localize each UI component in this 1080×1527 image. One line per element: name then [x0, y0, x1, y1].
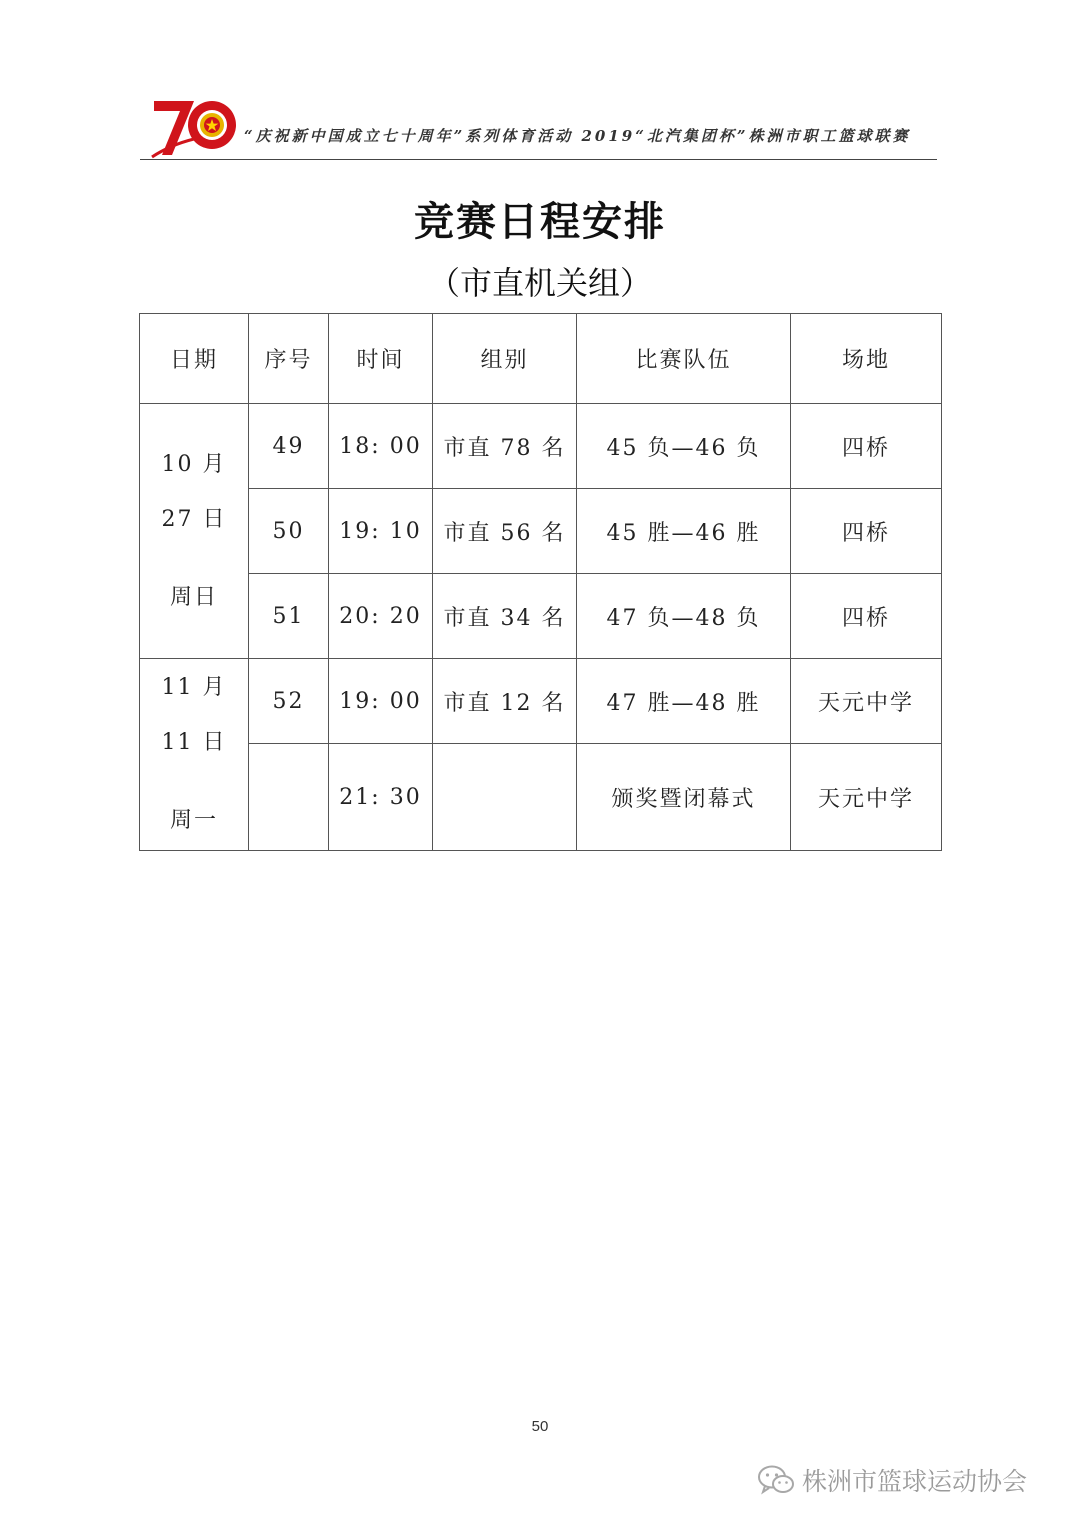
- header-time: 时间: [329, 314, 433, 404]
- date-day: 11 日: [161, 730, 227, 755]
- cell-venue: 四桥: [791, 404, 942, 489]
- cell-venue: 天元中学: [791, 744, 942, 851]
- header-venue: 场地: [791, 314, 942, 404]
- cell-teams: 47 胜—48 胜: [577, 659, 791, 744]
- date-month: 10 月: [161, 451, 227, 477]
- date-day: 27 日: [161, 506, 227, 532]
- cell-time: 18: 00: [329, 404, 433, 489]
- page-header: [140, 95, 937, 163]
- cell-teams: 45 胜—46 胜: [577, 489, 791, 574]
- cell-number: [249, 744, 329, 851]
- cell-venue: 四桥: [791, 489, 942, 574]
- page-title: 竞赛日程安排: [414, 198, 666, 245]
- cell-number: 50: [249, 489, 329, 574]
- cell-teams: 47 负—48 负: [577, 574, 791, 659]
- cell-group: 市直 12 名: [433, 659, 577, 744]
- cell-time: 21: 30: [329, 744, 433, 851]
- date-cell: [140, 404, 249, 659]
- date-month: 11 月: [161, 675, 227, 700]
- table-header-row: [140, 314, 942, 404]
- watermark-text: 株洲市篮球运动协会: [802, 1467, 1028, 1496]
- cell-teams: 颁奖暨闭幕式: [577, 744, 791, 851]
- header-divider: [140, 159, 937, 160]
- table-row: [140, 489, 942, 574]
- date-cell: [140, 659, 249, 851]
- cell-number: 52: [249, 659, 329, 744]
- date-weekday: 周日: [169, 584, 218, 610]
- table-row: [140, 574, 942, 659]
- cell-number: 51: [249, 574, 329, 659]
- header-teams: 比赛队伍: [577, 314, 791, 404]
- cell-group: [433, 744, 577, 851]
- cell-venue: 天元中学: [791, 659, 942, 744]
- page-number: 50: [531, 1418, 549, 1435]
- page-subtitle: （市直机关组）: [427, 264, 652, 302]
- wechat-icon: [756, 1464, 796, 1496]
- cell-group: 市直 34 名: [433, 574, 577, 659]
- cell-time: 19: 00: [329, 659, 433, 744]
- cell-number: 49: [249, 404, 329, 489]
- anniversary-70-logo: [150, 95, 242, 159]
- cell-time: 19: 10: [329, 489, 433, 574]
- table-row: [140, 659, 942, 744]
- cell-time: 20: 20: [329, 574, 433, 659]
- date-weekday: 周一: [169, 808, 218, 833]
- cell-venue: 四桥: [791, 574, 942, 659]
- cell-teams: 45 负—46 负: [577, 404, 791, 489]
- header-date: 日期: [140, 314, 249, 404]
- cell-group: 市直 56 名: [433, 489, 577, 574]
- schedule-table: [139, 313, 942, 851]
- table-row: [140, 744, 942, 851]
- cell-group: 市直 78 名: [433, 404, 577, 489]
- header-number: 序号: [249, 314, 329, 404]
- watermark: [756, 1462, 1027, 1498]
- header-banner-text: “庆祝新中国成立七十周年”系列体育活动 2019“北汽集团杯”株洲市职工篮球联赛: [244, 127, 911, 145]
- table-row: [140, 404, 942, 489]
- header-group: 组别: [433, 314, 577, 404]
